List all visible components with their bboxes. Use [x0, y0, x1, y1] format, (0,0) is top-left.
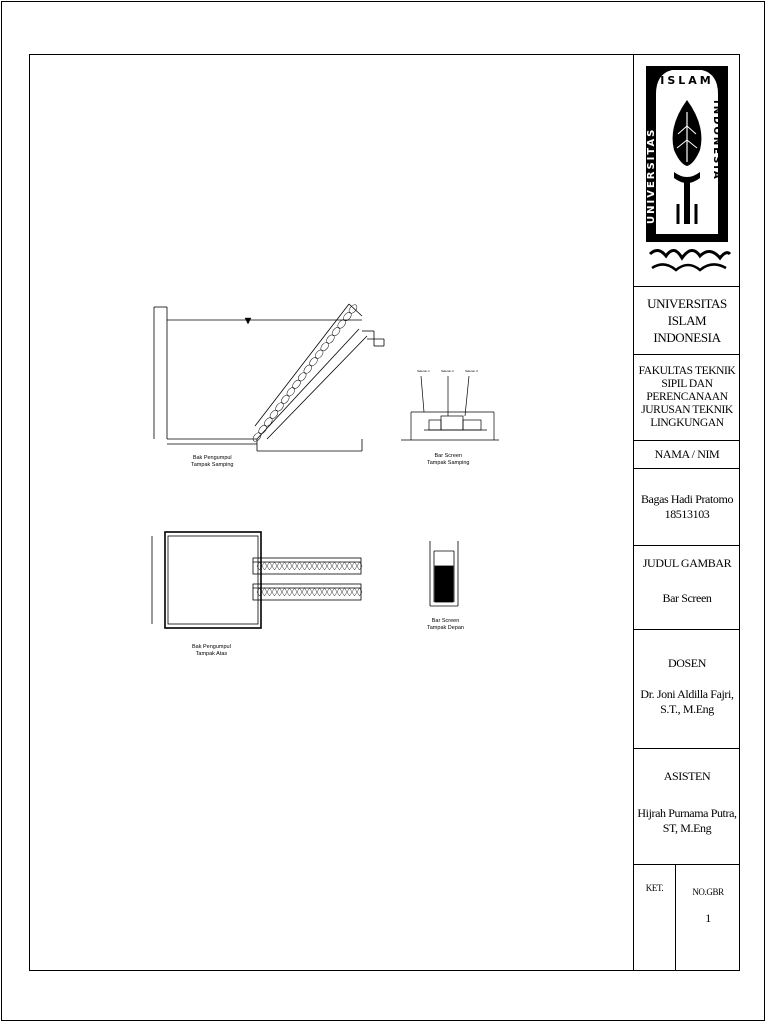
side-view-hatch [251, 303, 358, 443]
channel-hatch-mark [267, 562, 272, 570]
channel-hatch-mark [332, 588, 337, 596]
bar-screen-front-caption-title: Bar Screen [431, 618, 460, 624]
bar-screen-hatch-mark [251, 431, 262, 443]
university-name-cell [634, 287, 740, 355]
channel-hatch-mark [277, 562, 282, 570]
channel-hatch-mark [302, 588, 307, 596]
bar-screen-hatch-mark [257, 424, 268, 436]
technical-drawings [29, 54, 633, 971]
bar-screen-side-drawing [401, 369, 499, 440]
channel-hatch-mark [307, 588, 312, 596]
bar-screen-hatch-mark [342, 311, 353, 323]
drawing-area [29, 54, 633, 971]
bar-screen-hatch-mark [263, 416, 274, 428]
student-nim: 18513103 [664, 507, 710, 521]
channel-hatch-mark [342, 562, 347, 570]
dosen-cell [634, 630, 740, 749]
channel-hatch-mark [307, 562, 312, 570]
top-view-caption [192, 644, 231, 658]
nama-nim-label: NAMA / NIM [654, 447, 720, 461]
channel-hatch-mark [297, 588, 302, 596]
faculty-name: FAKULTAS TEKNIK SIPIL DAN PERENCANAAN JURUSAN TEKNIK LINGKUNGAN [638, 365, 736, 429]
student-name: Bagas Hadi Pratomo [640, 492, 734, 506]
logo-left-text: UNIVERSITAS [646, 127, 657, 224]
student-cell [634, 469, 740, 546]
bar-screen-hatch-mark [280, 394, 291, 406]
bar-screen-hatch-mark [297, 371, 308, 383]
channel-hatch-mark [322, 562, 327, 570]
dosen-label: DOSEN [667, 656, 706, 670]
channel-hatch-mark [327, 562, 332, 570]
top-view-caption-title: Bak Pengumpul [192, 644, 231, 650]
nama-nim-label-cell [634, 441, 740, 469]
channel-hatch-mark [347, 562, 352, 570]
bar-screen-side-caption-sub: Tampak Samping [427, 460, 470, 466]
bar-screen-side-caption-title: Bar Screen [434, 453, 462, 459]
channel-hatch-mark [262, 562, 267, 570]
channel-hatch-mark [292, 562, 297, 570]
channel-hatch-mark [337, 562, 342, 570]
asisten-cell [634, 749, 740, 865]
faculty-cell [634, 355, 740, 441]
channel-hatch-mark [297, 562, 302, 570]
channel-hatch-mark [267, 588, 272, 596]
side-view-caption [191, 455, 234, 469]
judul-cell [634, 546, 740, 630]
channel-hatch-mark [347, 588, 352, 596]
channel-hatch-mark [287, 588, 292, 596]
channel-hatch-mark [352, 588, 357, 596]
channel-hatch-mark [262, 588, 267, 596]
side-view-drawing [154, 304, 384, 451]
bar-screen-front-caption-sub: Tampak Depan [427, 625, 464, 631]
bar-screen-hatch-mark [268, 409, 279, 421]
top-view-caption-sub: Tampak Atas [195, 651, 228, 657]
judul-label: JUDUL GAMBAR [642, 556, 732, 570]
no-gbr-value: 1 [705, 911, 711, 925]
logo-cell [634, 54, 740, 287]
channel-hatch-mark [322, 588, 327, 596]
bar-screen-hatch-mark [302, 363, 313, 375]
channel-hatch-mark [287, 562, 292, 570]
judul-value: Bar Screen [662, 591, 712, 605]
channel-hatch-mark [272, 562, 277, 570]
channel-hatch-mark [332, 562, 337, 570]
ket-label: KET. [645, 883, 664, 893]
university-logo [634, 54, 740, 287]
channel-hatch-mark [282, 562, 287, 570]
bar-screen-side-caption [427, 453, 470, 467]
channel-hatch-mark [302, 562, 307, 570]
bar-screen-hatch-mark [291, 379, 302, 391]
channel-hatch-mark [312, 588, 317, 596]
bar-screen-hatch-mark [285, 386, 296, 398]
channel-hatch-mark [327, 588, 332, 596]
channel-hatch-mark [272, 588, 277, 596]
bar-screen-hatch-mark [314, 348, 325, 360]
university-name: UNIVERSITAS ISLAM INDONESIA [647, 296, 727, 345]
top-view-drawing [152, 532, 362, 628]
bar-screen-hatch-mark [308, 356, 319, 368]
channel-hatch-mark [317, 588, 322, 596]
bar-screen-hatch-mark [325, 333, 336, 345]
channel-hatch-mark [352, 562, 357, 570]
side-view-caption-title: Bak Pengumpul [192, 455, 232, 461]
ket-cell [634, 865, 740, 971]
svg-text:Saluran 1: Saluran 1 [417, 369, 430, 373]
side-view-caption-sub: Tampak Samping [191, 462, 234, 468]
svg-text:Saluran 2: Saluran 2 [441, 369, 454, 373]
bar-screen-hatch-mark [331, 326, 342, 338]
asisten-label: ASISTEN [663, 769, 711, 783]
title-block [633, 54, 740, 971]
channel-hatch-mark [282, 588, 287, 596]
svg-text:Saluran 3: Saluran 3 [465, 369, 478, 373]
channel-hatch-mark [312, 562, 317, 570]
bar-screen-hatch-mark [347, 303, 358, 315]
logo-top-text: ISLAM [660, 74, 714, 87]
logo-right-text: INDONESIA [711, 100, 722, 181]
bar-screen-hatch-mark [319, 341, 330, 353]
channel-hatch-mark [277, 588, 282, 596]
asisten-value: Hijrah Purnama Putra, ST, M.Eng [637, 806, 737, 835]
dosen-value: Dr. Joni Aldilla Fajri, S.T., M.Eng [640, 687, 734, 716]
channel-hatch-mark [342, 588, 347, 596]
bar-screen-front-drawing [430, 541, 458, 606]
no-gbr-label: NO.GBR [692, 887, 724, 897]
bar-screen-front-caption [427, 618, 464, 632]
channel-hatch-mark [317, 562, 322, 570]
channel-hatch-mark [292, 588, 297, 596]
channel-hatch-mark [337, 588, 342, 596]
